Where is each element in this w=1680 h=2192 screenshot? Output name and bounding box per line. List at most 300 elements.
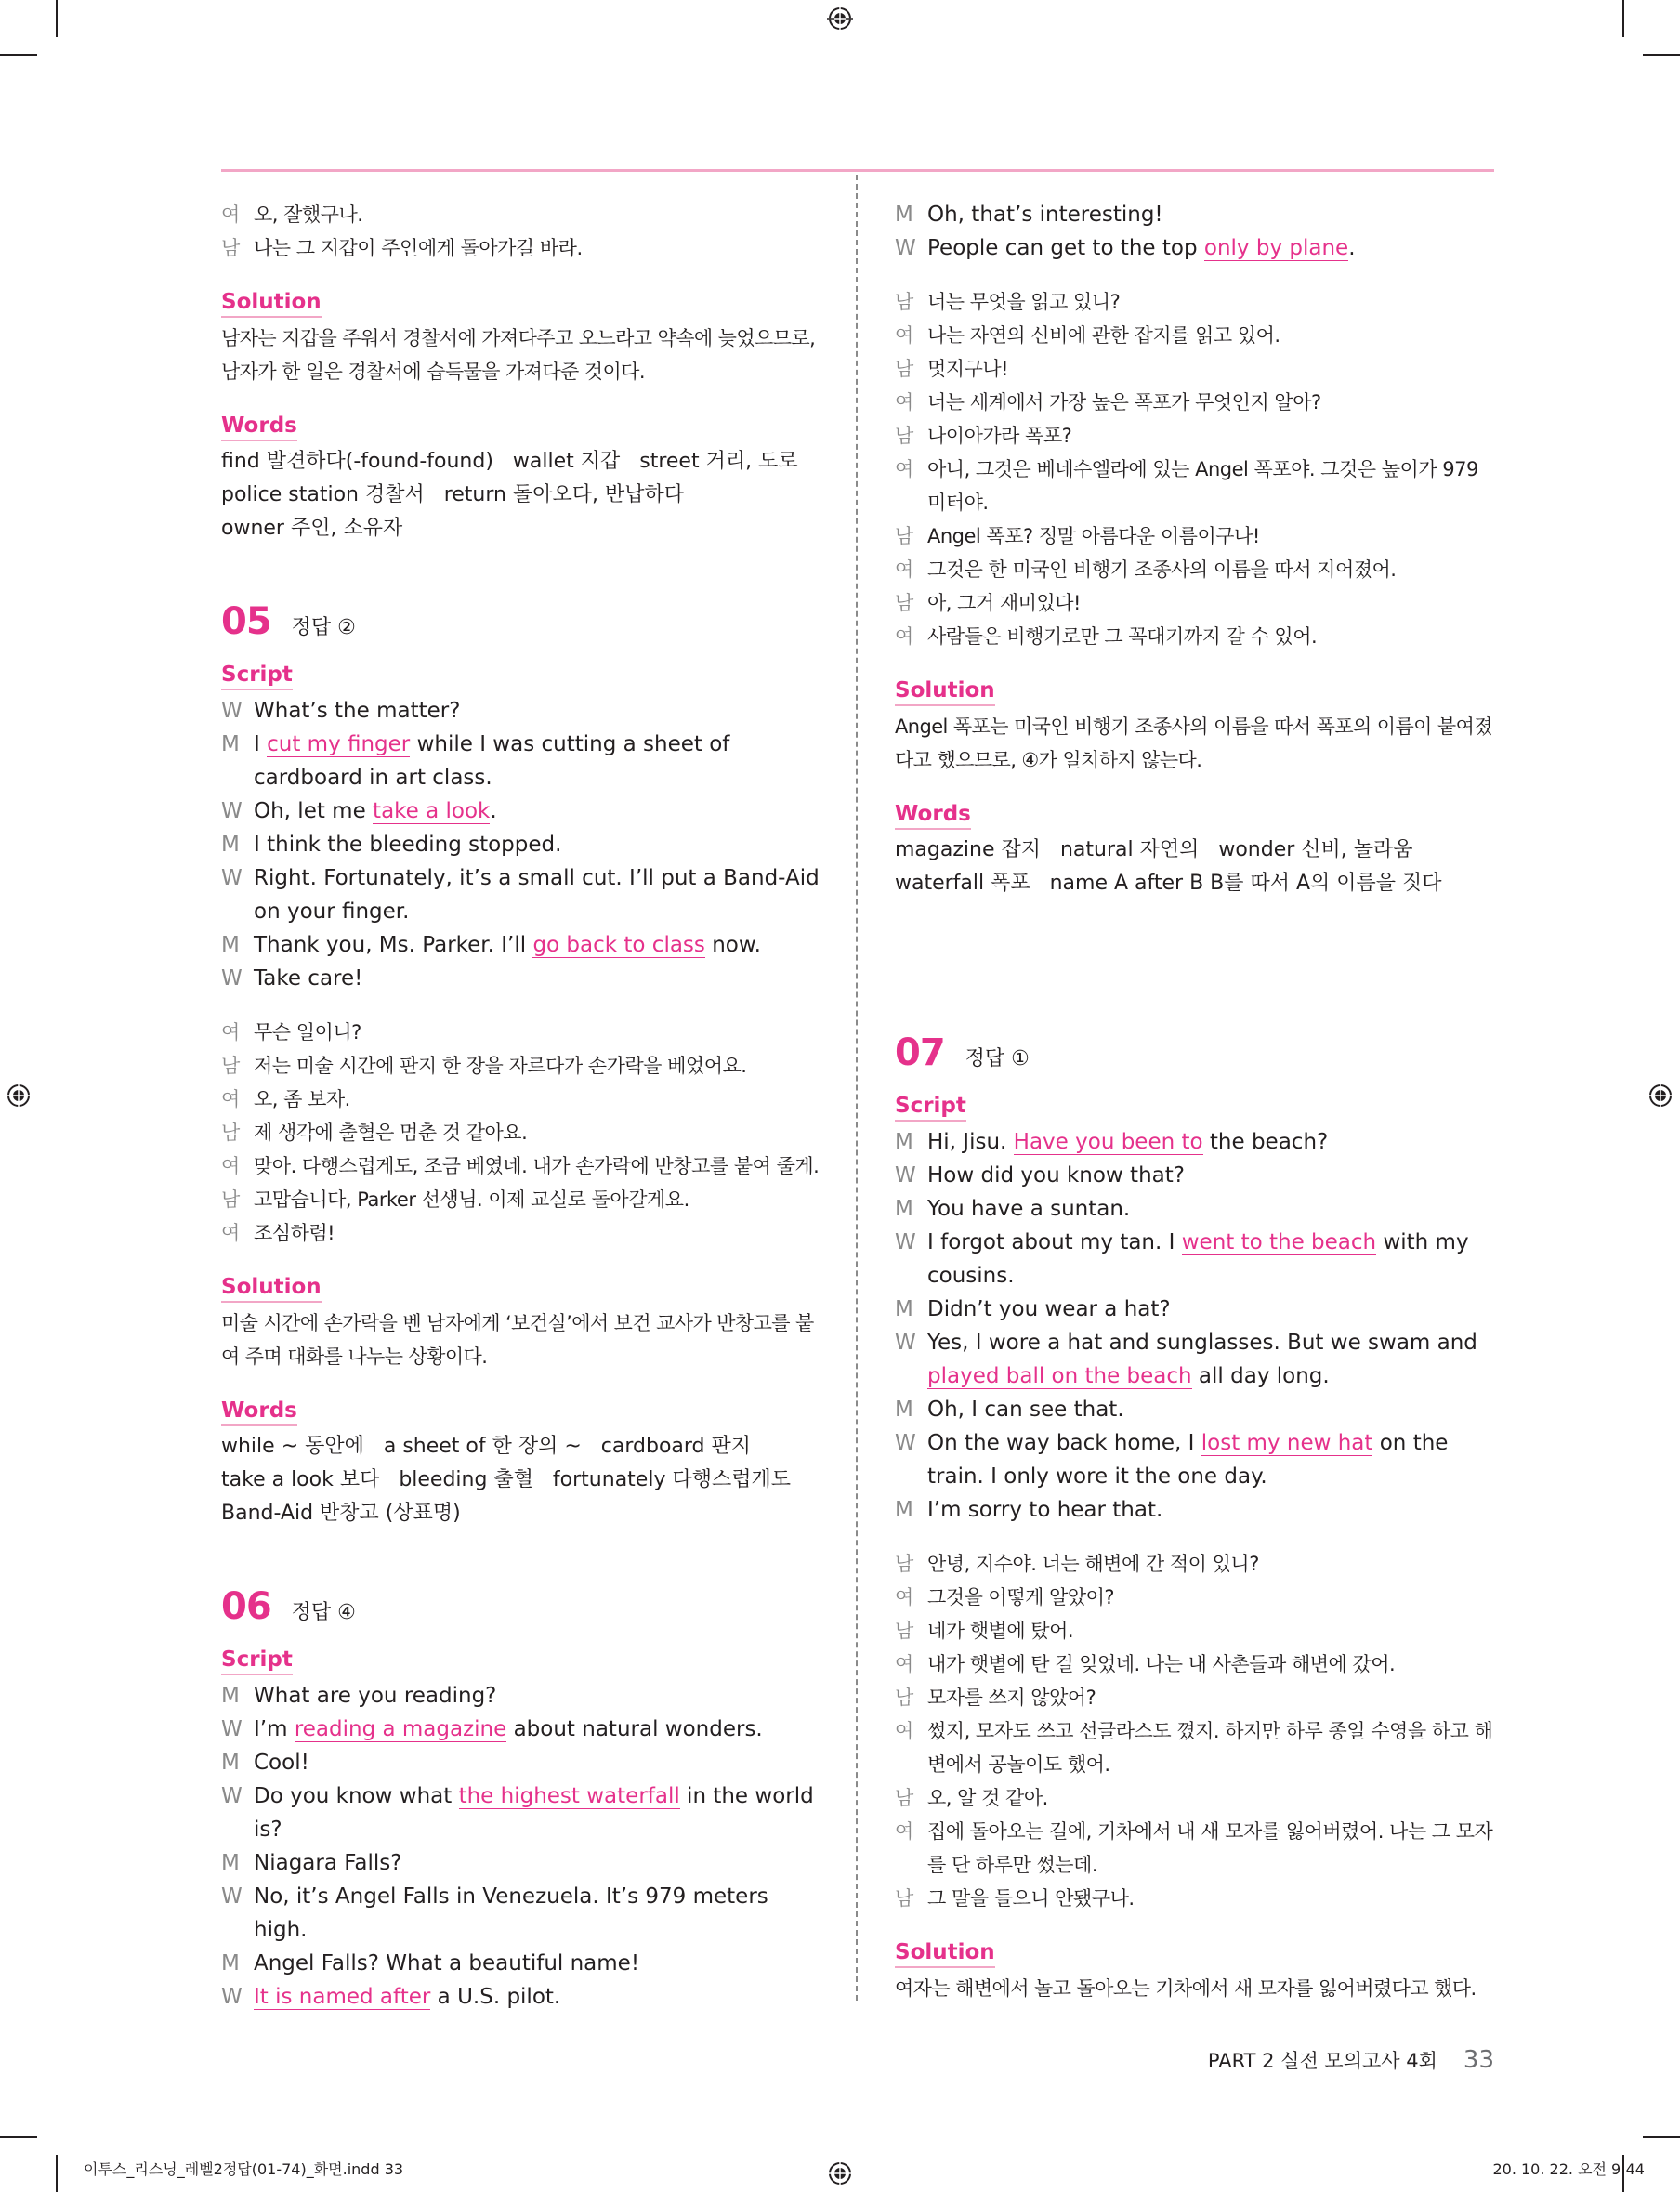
answer-label: 정답 ④ [291, 1601, 356, 1624]
script-lines [221, 1679, 823, 2014]
highlighted-phrase: cut my finger [267, 732, 411, 756]
text-segment: 그것을 어떻게 알았어? [927, 1586, 1115, 1608]
speaker-label: 남 [895, 1787, 913, 1809]
dialogue-line [221, 1779, 823, 1846]
word-entry-line: owner 주인, 소유자 [221, 517, 403, 540]
text-segment: 무슨 일이니? [254, 1021, 361, 1043]
text-segment: 썼지, 모자도 쓰고 선글라스도 꼈지. 하지만 하루 종일 수영을 하고 해변에서 공놀이도 했어. [927, 1720, 1493, 1776]
line-text [254, 928, 823, 962]
text-segment: Angel Falls? What a beautiful name! [254, 1951, 640, 1975]
text-segment: while I was cutting a sheet of cardboard in art class. [254, 732, 730, 790]
text-segment: 안녕, 지수야. 너는 해변에 간 적이 있니? [927, 1553, 1259, 1575]
dialogue-line [221, 794, 823, 828]
line-text [927, 1226, 1494, 1293]
text-segment: You have a suntan. [927, 1197, 1131, 1221]
translation-line [221, 1049, 823, 1083]
translation-line [895, 586, 1494, 620]
solution-section [221, 285, 823, 388]
line-text [254, 828, 823, 861]
line-text [927, 198, 1494, 231]
right-column [895, 198, 1494, 2005]
line-text [927, 1326, 1494, 1393]
script-lines [221, 694, 823, 995]
text-segment: People can get to the top [927, 236, 1204, 260]
text-segment: 아, 그거 재미있다! [927, 592, 1081, 614]
words-list [221, 445, 823, 545]
line-text [927, 1614, 1494, 1647]
translation-line [221, 1183, 823, 1216]
line-text [254, 1016, 823, 1049]
speaker-label: M [221, 1751, 240, 1775]
text-segment: Oh, that’s interesting! [927, 203, 1163, 227]
line-text [927, 386, 1494, 419]
text-segment: Right. Fortunately, it’s a small cut. I’ll put a Band-Aid on your finger. [254, 866, 820, 924]
line-text [927, 419, 1494, 453]
speaker-label: W [221, 1717, 243, 1741]
text-segment: Didn’t you wear a hat? [927, 1297, 1171, 1321]
words-label: Words [895, 800, 971, 830]
line-text [254, 1779, 823, 1846]
translation-line [221, 1149, 823, 1183]
text-segment: Hi, Jisu. [927, 1130, 1014, 1154]
line-text [927, 620, 1494, 653]
speaker-label: 남 [221, 237, 240, 259]
line-text [927, 352, 1494, 386]
dialogue-line [895, 1293, 1494, 1326]
line-text [927, 1581, 1494, 1614]
speaker-label: W [221, 699, 243, 723]
translation-line [221, 1216, 823, 1250]
text-segment: a U.S. pilot. [430, 1985, 561, 2009]
dialogue-line [221, 962, 823, 995]
crop-mark [0, 2136, 37, 2138]
date-slug: 20. 10. 22. 오전 9:44 [1492, 2160, 1645, 2178]
speaker-label: M [895, 1498, 913, 1522]
crop-mark [56, 2155, 58, 2192]
words-list [221, 1430, 823, 1530]
line-text [254, 1679, 823, 1713]
question-header [221, 1584, 823, 1630]
text-segment: 그것은 한 미국인 비행기 조종사의 이름을 따서 지어졌어. [927, 558, 1397, 581]
translation-line [895, 1882, 1494, 1915]
speaker-label: 남 [895, 525, 913, 547]
text-segment: 제 생각에 출혈은 멈춘 것 같아요. [254, 1122, 528, 1144]
dialogue-line [895, 1393, 1494, 1426]
translation-line [221, 1116, 823, 1149]
dialogue-line [895, 1192, 1494, 1226]
speaker-label: W [895, 1431, 916, 1455]
text-segment: 저는 미술 시간에 판지 한 장을 자르다가 손가락을 베었어요. [254, 1055, 747, 1077]
line-text [927, 1493, 1494, 1527]
words-section [221, 409, 823, 545]
line-text [254, 794, 823, 828]
speaker-label: W [221, 1884, 243, 1909]
text-segment: 모자를 쓰지 않았어? [927, 1687, 1096, 1709]
text-segment: Angel 폭포? 정말 아름다운 이름이구나! [927, 525, 1260, 547]
highlighted-phrase: go back to class [532, 933, 705, 957]
solution-text: 여자는 해변에서 놀고 돌아오는 기차에서 새 모자를 잃어버렸다고 했다. [895, 1977, 1477, 2000]
dialogue-line [221, 728, 823, 794]
translation-line [895, 352, 1494, 386]
dialogue-line [221, 1980, 823, 2014]
dialogue-line [221, 1846, 823, 1880]
translation-lines [221, 1016, 823, 1250]
column-divider [856, 175, 858, 2001]
registration-mark-icon [827, 6, 853, 32]
words-label: Words [221, 412, 297, 441]
translation-line [895, 285, 1494, 319]
speaker-label: 여 [895, 324, 913, 347]
word-entry-line: find 발견하다(-found-found) wallet 지갑 street 거리, 도로 [221, 450, 798, 473]
translation-lines [895, 1547, 1494, 1915]
translation-line [895, 553, 1494, 586]
text-segment: 나는 그 지갑이 주인에게 돌아가길 바라. [254, 237, 583, 259]
solution-label: Solution [221, 288, 322, 318]
line-text [254, 962, 823, 995]
text-segment: I forgot about my tan. I [927, 1230, 1182, 1254]
speaker-label: M [895, 1197, 913, 1221]
line-text [254, 1183, 823, 1216]
translation-line [895, 386, 1494, 419]
line-text [927, 1647, 1494, 1681]
speaker-label: M [221, 732, 240, 756]
speaker-label: W [221, 866, 243, 890]
script-lines [895, 1125, 1494, 1527]
line-text [927, 519, 1494, 553]
speaker-label: 남 [895, 592, 913, 614]
solution-label: Solution [895, 1938, 995, 1968]
text-segment: I’m [254, 1717, 295, 1741]
speaker-label: 여 [895, 1586, 913, 1608]
text-segment: 조심하렴! [254, 1222, 335, 1244]
text-segment: 아니, 그것은 베네수엘라에 있는 Angel 폭포야. 그것은 높이가 979미터야. [927, 458, 1478, 514]
translation-line [895, 319, 1494, 352]
line-text [254, 694, 823, 728]
speaker-label: 남 [895, 1887, 913, 1910]
text-segment: 나는 자연의 신비에 관한 잡지를 읽고 있어. [927, 324, 1280, 347]
speaker-label: 남 [895, 358, 913, 380]
line-text [927, 553, 1494, 586]
dialogue-line [221, 861, 823, 928]
highlighted-phrase: take a look [373, 799, 491, 823]
solution-text: 미술 시간에 손가락을 벤 남자에게 ‘보건실’에서 보건 교사가 반창고를 붙여 주며 대화를 나누는 상황이다. [221, 1312, 814, 1368]
speaker-label: W [895, 1331, 916, 1355]
speaker-label: 남 [895, 291, 913, 313]
crop-mark [1643, 2136, 1680, 2138]
line-text [927, 1882, 1494, 1915]
text-segment: 집에 돌아오는 길에, 기차에서 내 새 모자를 잃어버렸어. 나는 그 모자를 단 하루만 썼는데. [927, 1820, 1493, 1876]
crop-mark [0, 54, 37, 56]
text-segment: 그 말을 들으니 안됐구나. [927, 1887, 1135, 1910]
text-segment: Cool! [254, 1751, 309, 1775]
script-label: Script [895, 1092, 966, 1122]
question-header [221, 599, 823, 645]
text-segment: What are you reading? [254, 1684, 497, 1708]
translation-line [221, 198, 823, 231]
speaker-label: 여 [895, 1820, 913, 1843]
word-entry-line: waterfall 폭포 name A after B B를 따서 A의 이름을 짓다 [895, 872, 1442, 895]
text-segment: What’s the matter? [254, 699, 461, 723]
highlighted-phrase: Have you been to [1013, 1130, 1203, 1154]
line-text [927, 1781, 1494, 1815]
speaker-label: W [895, 236, 916, 260]
text-segment: 나이아가라 폭포? [927, 425, 1072, 447]
text-segment: in the world is? [254, 1784, 814, 1842]
speaker-label: 남 [895, 425, 913, 447]
line-text [927, 285, 1494, 319]
solution-text: Angel 폭포는 미국인 비행기 조종사의 이름을 따서 폭포의 이름이 붙여졌다고 했으므로, ④가 일치하지 않는다. [895, 715, 1492, 771]
translation-line [895, 1581, 1494, 1614]
line-text [927, 1293, 1494, 1326]
line-text [927, 1547, 1494, 1581]
line-text [927, 453, 1494, 519]
line-text [927, 1125, 1494, 1159]
speaker-label: W [221, 1985, 243, 2009]
word-entry-line: police station 경찰서 return 돌아오다, 반납하다 [221, 483, 684, 506]
speaker-label: 여 [221, 1155, 240, 1177]
speaker-label: 여 [221, 1021, 240, 1043]
speaker-label: 남 [895, 1620, 913, 1642]
line-text [927, 231, 1494, 265]
speaker-label: M [895, 1398, 913, 1422]
registration-mark-icon [827, 2160, 853, 2186]
speaker-label: 남 [895, 1687, 913, 1709]
line-text [254, 861, 823, 928]
speaker-label: 여 [895, 391, 913, 413]
text-segment: . [1348, 236, 1356, 260]
page-footer [1208, 2046, 1494, 2074]
translation-line [895, 1681, 1494, 1714]
speaker-label: W [895, 1163, 916, 1188]
speaker-label: M [221, 1851, 240, 1875]
line-text [254, 198, 823, 231]
solution-text: 남자는 지갑을 주워서 경찰서에 가져다주고 오느라고 약속에 늦었으므로, 남자가 한 일은 경찰서에 습득물을 가져다준 것이다. [221, 327, 816, 383]
line-text [254, 1746, 823, 1779]
text-segment: I’m sorry to hear that. [927, 1498, 1163, 1522]
dialogue-line [221, 1746, 823, 1779]
text-segment: the beach? [1202, 1130, 1329, 1154]
line-text [927, 586, 1494, 620]
text-segment: on the train. I only wore it the one day. [927, 1431, 1449, 1489]
text-segment: 네가 햇볕에 탔어. [927, 1620, 1074, 1642]
dialogue-line [895, 1426, 1494, 1493]
question-number: 07 [895, 1031, 945, 1074]
text-segment: now. [704, 933, 761, 957]
question-header [895, 1030, 1494, 1076]
text-segment: about natural wonders. [506, 1717, 763, 1741]
text-segment: 고맙습니다, Parker 선생님. 이제 교실로 돌아갈게요. [254, 1188, 689, 1211]
speaker-label: W [221, 799, 243, 823]
translation-line [895, 1781, 1494, 1815]
speaker-label: 여 [895, 1720, 913, 1742]
line-text [254, 1149, 823, 1183]
line-text [254, 231, 823, 265]
speaker-label: 여 [895, 625, 913, 648]
speaker-label: 여 [221, 203, 240, 226]
line-text [254, 1846, 823, 1880]
speaker-label: 남 [895, 1553, 913, 1575]
text-segment: 내가 햇볕에 탄 걸 잊었네. 나는 내 사촌들과 해변에 갔어. [927, 1653, 1396, 1675]
highlighted-phrase: lost my new hat [1201, 1431, 1373, 1455]
page-number: 33 [1463, 2046, 1494, 2074]
speaker-label: W [895, 1230, 916, 1254]
text-segment: . [490, 799, 497, 823]
word-entry-line: magazine 잡지 natural 자연의 wonder 신비, 놀라움 [895, 838, 1413, 861]
solution-label: Solution [895, 676, 995, 706]
text-segment: How did you know that? [927, 1163, 1185, 1188]
highlighted-phrase: the highest waterfall [458, 1784, 680, 1808]
crop-mark [1643, 54, 1680, 56]
line-text [927, 1426, 1494, 1493]
script-lines [895, 198, 1494, 265]
dialogue-line [221, 928, 823, 962]
text-segment: I think the bleeding stopped. [254, 833, 562, 857]
text-segment: with my cousins. [927, 1230, 1469, 1288]
line-text [254, 728, 823, 794]
line-text [254, 1980, 823, 2014]
line-text [254, 1713, 823, 1746]
dialogue-lines [221, 198, 823, 265]
registration-mark-icon [6, 1083, 32, 1109]
dialogue-line [895, 1159, 1494, 1192]
text-segment: 사람들은 비행기로만 그 꼭대기까지 갈 수 있어. [927, 625, 1318, 648]
text-segment: On the way back home, I [927, 1431, 1201, 1455]
text-segment: 멋지구나! [927, 358, 1009, 380]
text-segment: 너는 세계에서 가장 높은 폭포가 무엇인지 알아? [927, 391, 1321, 413]
translation-line [221, 1083, 823, 1116]
highlighted-phrase: only by plane [1203, 236, 1349, 260]
line-text [927, 1159, 1494, 1192]
text-segment: I [254, 732, 268, 756]
dialogue-line [221, 694, 823, 728]
script-label: Script [221, 1646, 293, 1675]
highlighted-phrase: went to the beach [1181, 1230, 1377, 1254]
speaker-label: M [221, 1951, 240, 1975]
text-segment: 오, 좀 보자. [254, 1088, 350, 1110]
speaker-label: M [221, 933, 240, 957]
line-text [254, 1083, 823, 1116]
crop-mark [1622, 0, 1624, 37]
answer-label: 정답 ① [965, 1047, 1030, 1070]
translation-line [895, 453, 1494, 519]
registration-mark-icon [1647, 1083, 1673, 1109]
translation-line [895, 1614, 1494, 1647]
text-segment: No, it’s Angel Falls in Venezuela. It’s 979 meters high. [254, 1884, 768, 1942]
translation-line [895, 519, 1494, 553]
speaker-label: 여 [221, 1088, 240, 1110]
words-list [895, 833, 1494, 900]
file-slug: 이투스_리스닝_레벨2정답(01-74)_화면.indd 33 [84, 2160, 404, 2178]
translation-line [221, 1016, 823, 1049]
text-segment: 오, 알 것 같아. [927, 1787, 1048, 1809]
words-label: Words [221, 1397, 297, 1426]
highlighted-phrase: reading a magazine [294, 1717, 507, 1741]
line-text [927, 1714, 1494, 1781]
highlighted-phrase: played ball on the beach [927, 1364, 1192, 1388]
line-text [254, 1880, 823, 1947]
speaker-label: M [895, 1297, 913, 1321]
speaker-label: M [895, 1130, 913, 1154]
word-entry-line: Band-Aid 반창고 (상표명) [221, 1502, 461, 1525]
section-title: PART 2 실전 모의고사 4회 [1207, 2050, 1437, 2072]
line-text [254, 1049, 823, 1083]
translation-lines [895, 285, 1494, 653]
dialogue-line [895, 1493, 1494, 1527]
text-segment: 오, 잘했구나. [254, 203, 363, 226]
dialogue-line [895, 1226, 1494, 1293]
dialogue-line [895, 231, 1494, 265]
speaker-label: W [221, 966, 243, 991]
crop-mark [56, 0, 58, 37]
solution-label: Solution [221, 1273, 322, 1303]
speaker-label: W [221, 1784, 243, 1808]
translation-line [221, 231, 823, 265]
speaker-label: 여 [895, 558, 913, 581]
speaker-label: M [221, 1684, 240, 1708]
speaker-label: 남 [221, 1122, 240, 1144]
speaker-label: M [895, 203, 913, 227]
text-segment: 너는 무엇을 읽고 있니? [927, 291, 1121, 313]
text-segment: 맞아. 다행스럽게도, 조금 베였네. 내가 손가락에 반창고를 붙여 줄게. [254, 1155, 820, 1177]
translation-line [895, 620, 1494, 653]
text-segment: Oh, let me [254, 799, 374, 823]
line-text [927, 1192, 1494, 1226]
word-entry-line: take a look 보다 bleeding 출혈 fortunately 다행스럽게도 [221, 1468, 791, 1491]
line-text [927, 1393, 1494, 1426]
dialogue-line [895, 198, 1494, 231]
dialogue-line [895, 1326, 1494, 1393]
speaker-label: 여 [895, 1653, 913, 1675]
text-segment: Yes, I wore a hat and sunglasses. But we swam and [927, 1331, 1477, 1355]
speaker-label: 여 [221, 1222, 240, 1244]
dialogue-line [221, 1880, 823, 1947]
dialogue-line [221, 1679, 823, 1713]
question-number: 05 [221, 600, 271, 643]
dialogue-line [221, 1947, 823, 1980]
line-text [927, 1815, 1494, 1882]
speaker-label: 남 [221, 1188, 240, 1211]
header-rule [221, 169, 1494, 172]
line-text [254, 1216, 823, 1250]
answer-label: 정답 ② [291, 616, 356, 639]
text-segment: all day long. [1191, 1364, 1330, 1388]
translation-line [895, 1714, 1494, 1781]
line-text [254, 1947, 823, 1980]
line-text [927, 319, 1494, 352]
dialogue-line [221, 1713, 823, 1746]
speaker-label: 여 [895, 458, 913, 480]
speaker-label: M [221, 833, 240, 857]
text-segment: Oh, I can see that. [927, 1398, 1124, 1422]
speaker-label: 남 [221, 1055, 240, 1077]
line-text [254, 1116, 823, 1149]
translation-line [895, 419, 1494, 453]
text-segment: Thank you, Ms. Parker. I’ll [254, 933, 533, 957]
left-column [221, 198, 823, 2014]
translation-line [895, 1547, 1494, 1581]
highlighted-phrase: It is named after [254, 1985, 431, 2009]
translation-line [895, 1647, 1494, 1681]
line-text [927, 1681, 1494, 1714]
translation-line [895, 1815, 1494, 1882]
text-segment: Do you know what [254, 1784, 459, 1808]
word-entry-line: while ~ 동안에 a sheet of 한 장의 ~ cardboard 판지 [221, 1435, 752, 1458]
dialogue-line [221, 828, 823, 861]
text-segment: Take care! [254, 966, 363, 991]
dialogue-line [895, 1125, 1494, 1159]
question-number: 06 [221, 1585, 271, 1628]
text-segment: Niagara Falls? [254, 1851, 402, 1875]
